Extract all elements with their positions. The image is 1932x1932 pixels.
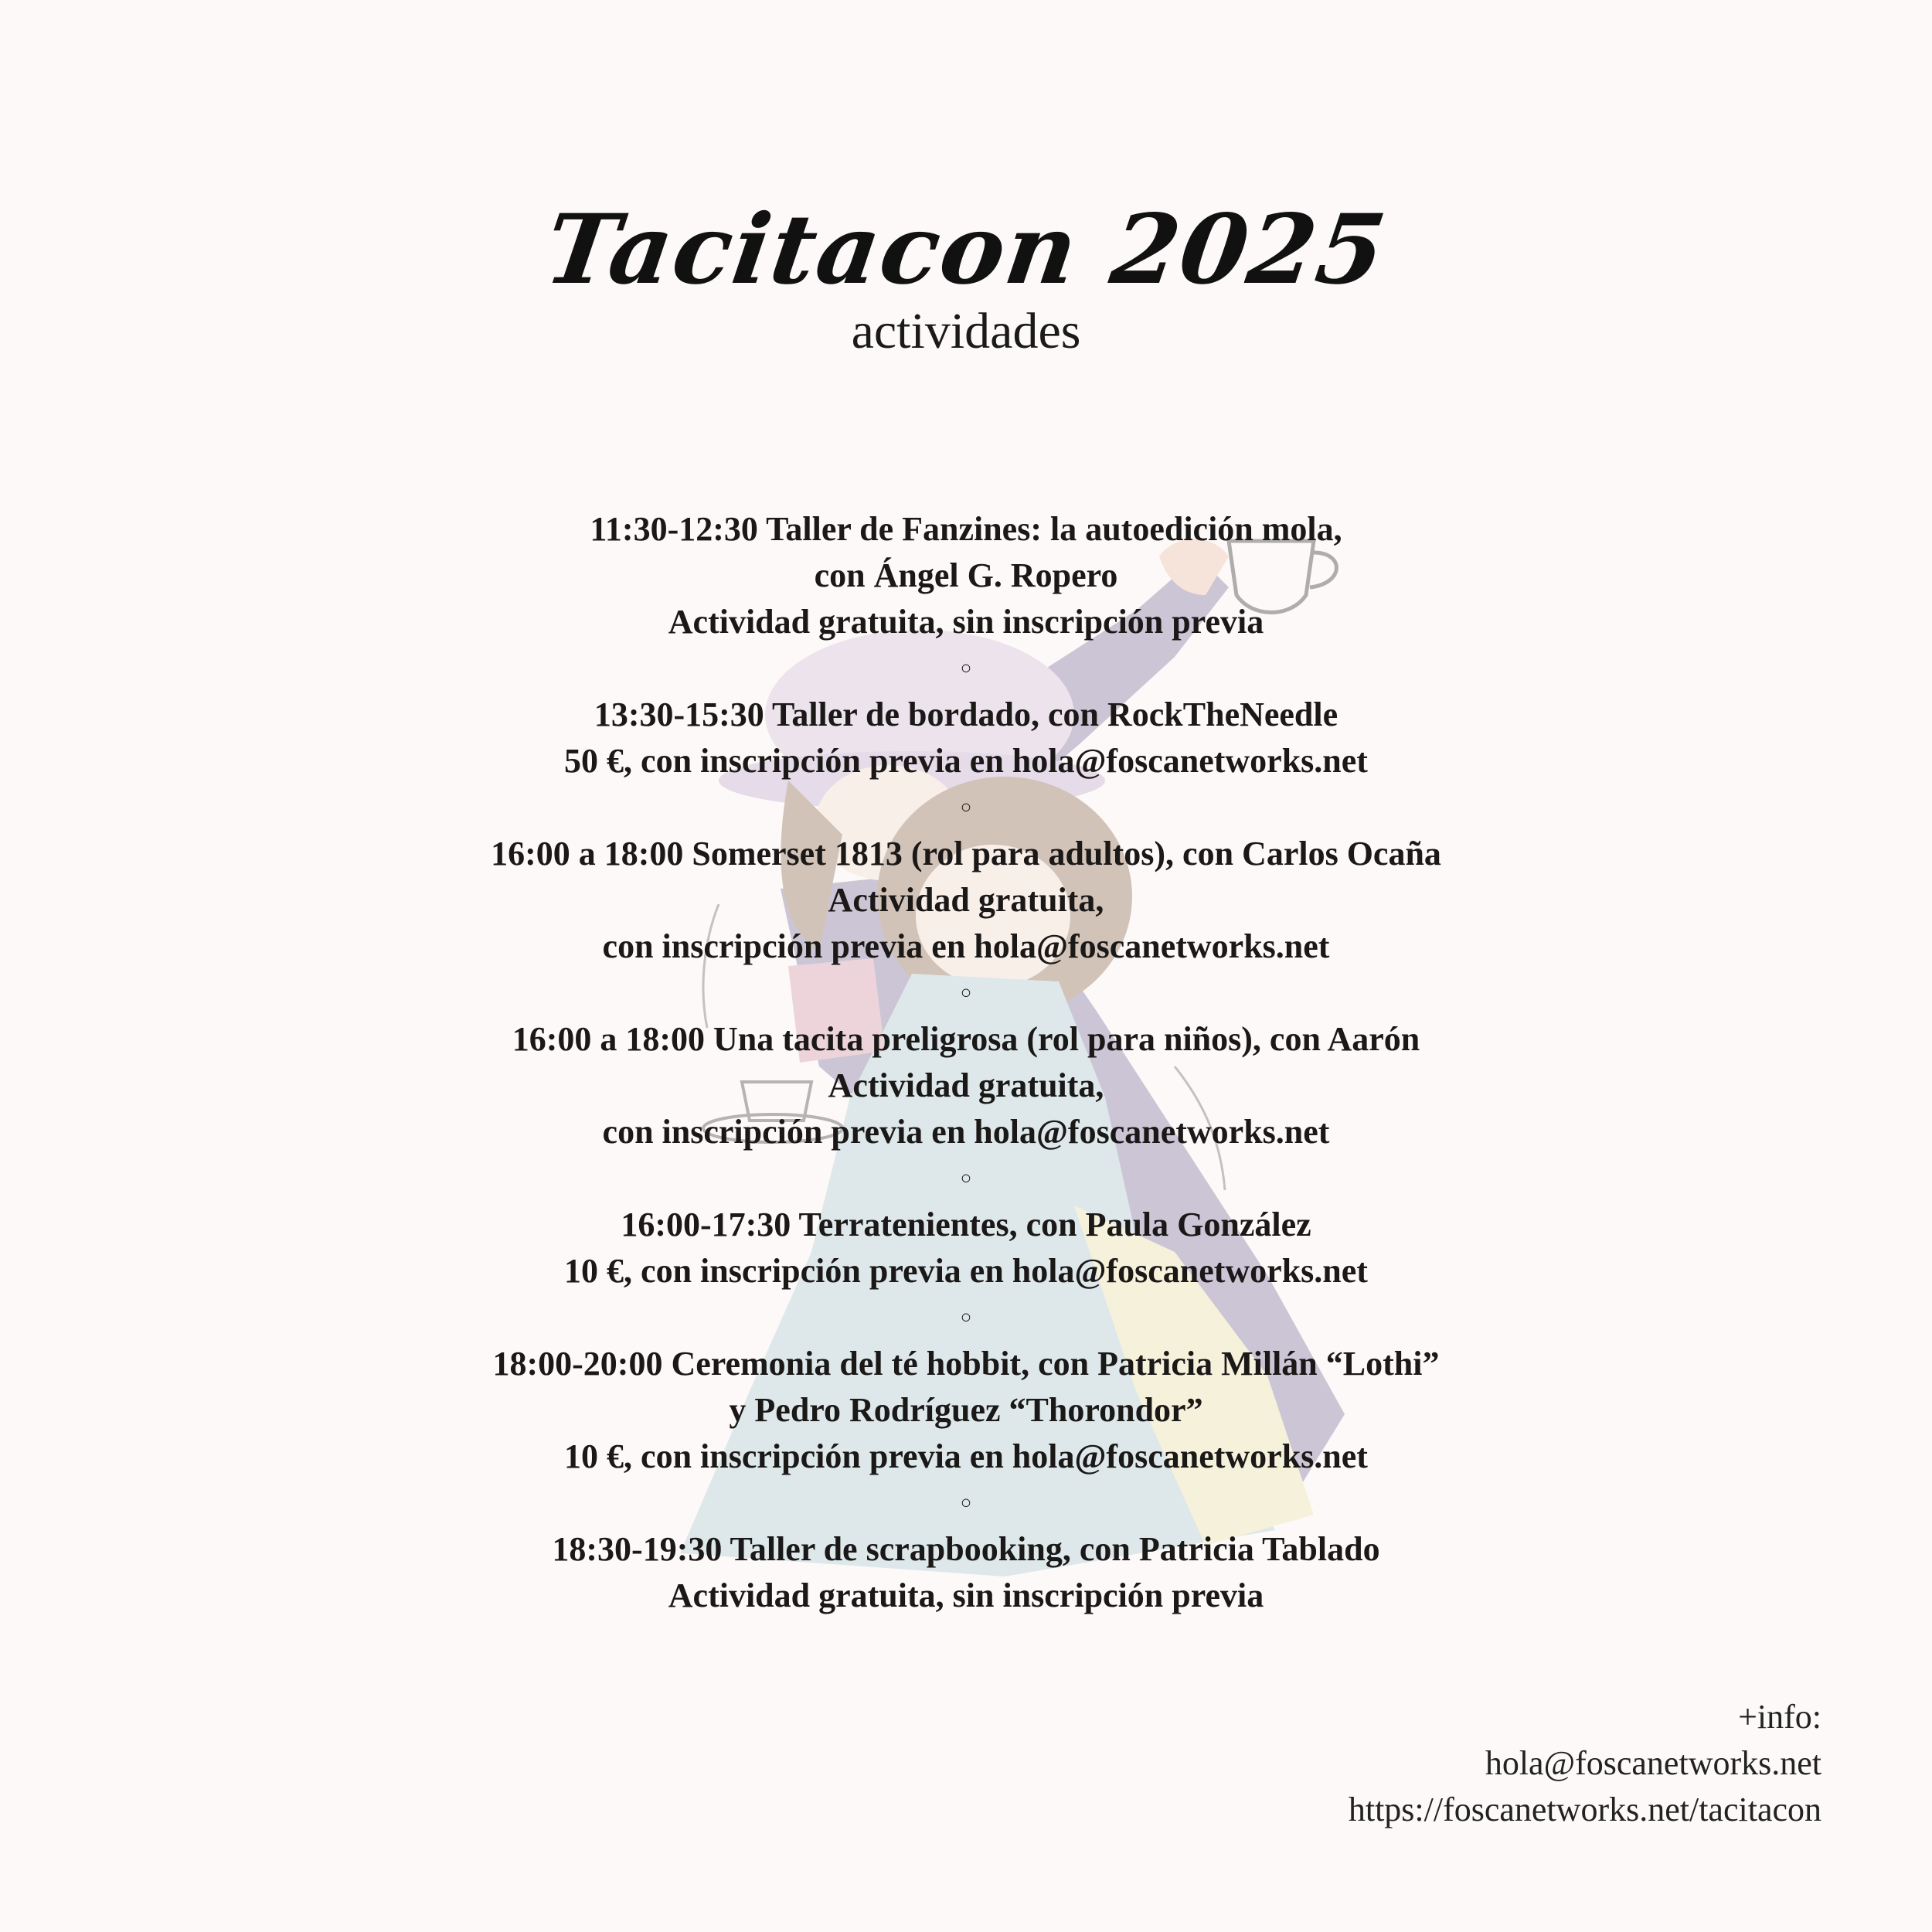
activity-bordado: [0, 692, 1932, 784]
contact-info: [1349, 1694, 1821, 1833]
activity-line: Actividad gratuita, sin inscripción previa: [668, 603, 1264, 641]
info-label: +info:: [1738, 1698, 1821, 1736]
activity-line: con Ángel G. Ropero: [814, 556, 1118, 594]
header: [0, 194, 1932, 359]
activity-tacita-peligrosa: [0, 1016, 1932, 1155]
separator-circle: ○: [960, 798, 972, 818]
separator-circle: ○: [960, 1168, 972, 1189]
activity-line: 13:30-15:30 Taller de bordado, con RockTheNeedle: [594, 696, 1338, 733]
activity-line: 18:00-20:00 Ceremonia del té hobbit, con Patricia Millán “Lothi”: [492, 1345, 1440, 1383]
activity-line: 50 €, con inscripción previa en hola@foscanetworks.net: [564, 742, 1368, 780]
activity-line: Actividad gratuita,: [828, 1066, 1104, 1104]
activity-line: con inscripción previa en hola@foscanetworks.net: [602, 1113, 1330, 1151]
activity-schedule: [0, 506, 1932, 1619]
activity-line: 16:00-17:30 Terratenientes, con Paula González: [621, 1206, 1311, 1243]
info-email[interactable]: hola@foscanetworks.net: [1485, 1744, 1821, 1782]
activity-line: Actividad gratuita,: [828, 881, 1104, 919]
activity-line: y Pedro Rodríguez “Thorondor”: [729, 1391, 1203, 1429]
page-title: Tacitacon 2025: [539, 194, 1394, 306]
activity-ceremonia-te: [0, 1341, 1932, 1480]
activity-line: 18:30-19:30 Taller de scrapbooking, con Patricia Tablado: [552, 1530, 1380, 1568]
separator-circle: ○: [960, 658, 972, 679]
activity-line: 10 €, con inscripción previa en hola@foscanetworks.net: [564, 1252, 1368, 1290]
activity-line: 16:00 a 18:00 Una tacita preligrosa (rol para niños), con Aarón: [512, 1020, 1420, 1058]
activity-line: 11:30-12:30 Taller de Fanzines: la autoedición mola,: [590, 510, 1342, 548]
activity-fanzines: [0, 506, 1932, 645]
info-url[interactable]: https://foscanetworks.net/tacitacon: [1348, 1791, 1821, 1828]
activity-line: 16:00 a 18:00 Somerset 1813 (rol para adultos), con Carlos Ocaña: [491, 835, 1441, 872]
activity-terratenientes: [0, 1202, 1932, 1294]
activity-line: con inscripción previa en hola@foscanetworks.net: [602, 927, 1330, 965]
activity-somerset: [0, 831, 1932, 970]
activity-line: 10 €, con inscripción previa en hola@foscanetworks.net: [564, 1437, 1368, 1475]
separator-circle: ○: [960, 983, 972, 1003]
separator-circle: ○: [960, 1308, 972, 1328]
activity-scrapbooking: [0, 1526, 1932, 1619]
separator-circle: ○: [960, 1493, 972, 1513]
page-subtitle: actividades: [851, 303, 1081, 359]
activity-line: Actividad gratuita, sin inscripción previa: [668, 1577, 1264, 1614]
